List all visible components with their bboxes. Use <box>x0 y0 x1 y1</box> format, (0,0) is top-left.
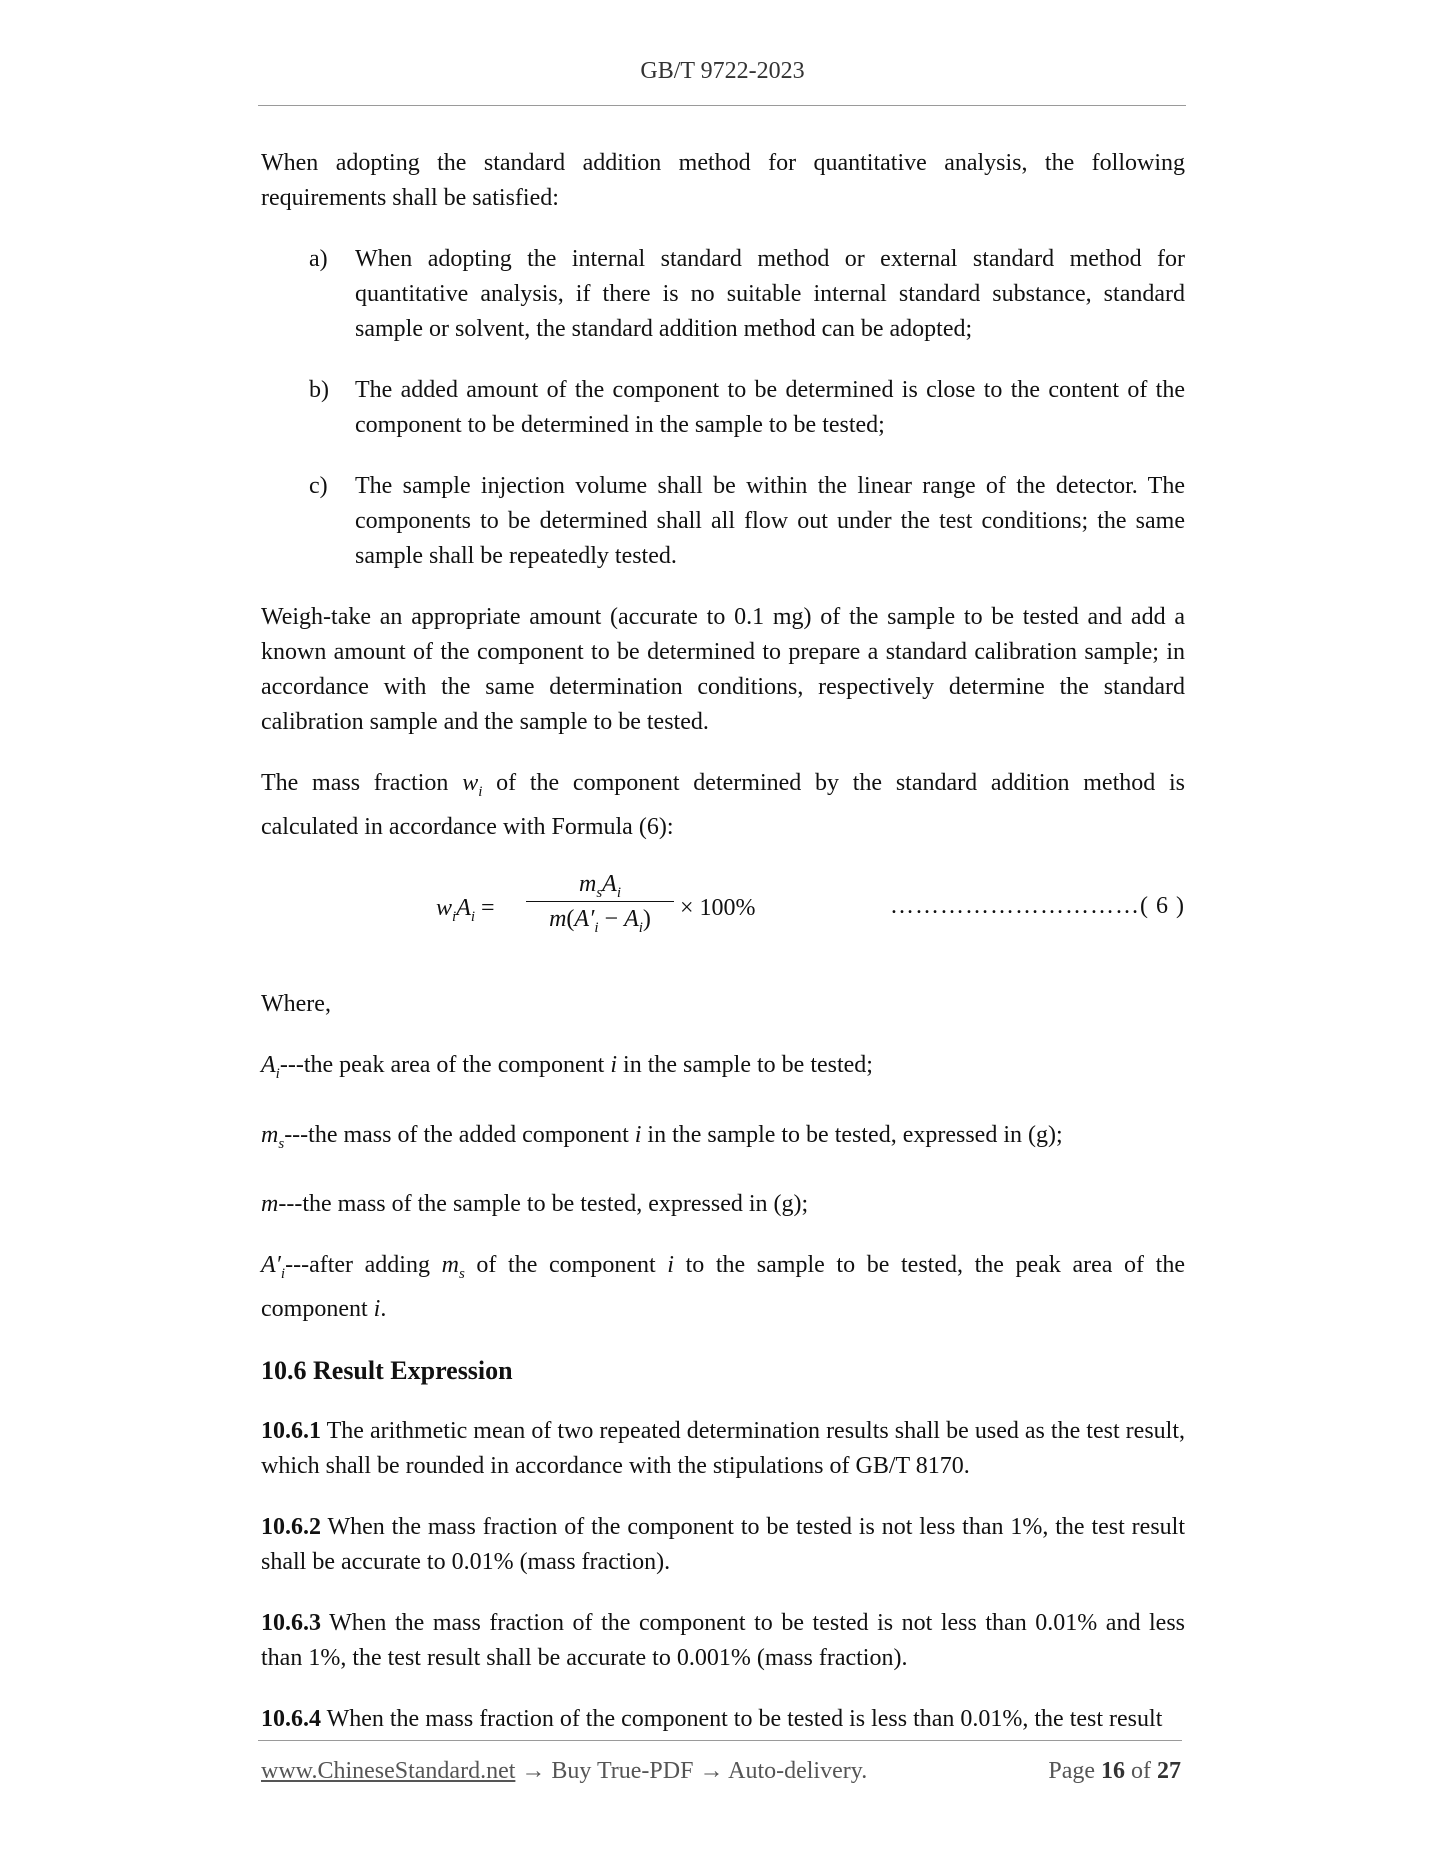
formula-lhs <box>436 895 495 926</box>
clause-number: 10.6.2 <box>261 1514 321 1541</box>
formula-intro-after: of the component determined by the standard addition method is calculated in accordance with Formula (6): <box>261 770 1186 840</box>
den-a-sub: i <box>638 919 643 936</box>
def-text: ---after adding <box>285 1252 442 1279</box>
clause-text: When the mass fraction of the component to be tested is not less than 1%, the test result shall be accurate to 0.01% (mass fraction). <box>261 1514 1185 1576</box>
intro-paragraph: When adopting the standard addition method for quantitative analysis, the following requirements shall be satisfied: <box>261 150 1185 211</box>
def-symbol: m <box>261 1121 279 1148</box>
list-text: When adopting the internal standard method or external standard method for quantitative analysis, if there is no suitable internal standard substance, standard sample or solvent, the standard addition method can be adopted; <box>355 246 1185 342</box>
page-footer <box>261 1758 1181 1785</box>
definition-ai-prime <box>261 1248 1185 1327</box>
den-a: A <box>624 905 639 932</box>
def-text: ---the peak area of the component <box>279 1051 611 1078</box>
footer-text: → Buy True-PDF → Auto-delivery. <box>515 1758 868 1784</box>
def-symbol: m <box>261 1191 279 1218</box>
header-divider <box>258 105 1186 106</box>
formula-multiplier: × 100% <box>680 894 756 921</box>
clause-10-6-1 <box>261 1414 1185 1484</box>
list-label: c) <box>309 473 328 499</box>
requirement-item-b <box>261 373 1185 443</box>
lhs-w: w <box>436 894 453 921</box>
den-close-paren: ) <box>642 905 651 932</box>
list-text: The added amount of the component to be determined is close to the content of the component to be determined in the sample to be tested; <box>355 377 1185 438</box>
def-text: ---the mass of the sample to be tested, expressed in (g); <box>278 1191 809 1218</box>
den-open-paren: ( <box>566 905 575 932</box>
def-symbol-sub: s <box>278 1135 285 1152</box>
lhs-w-sub: i <box>452 908 457 925</box>
clause-10-6-3 <box>261 1606 1185 1676</box>
definition-ai <box>261 1048 1185 1092</box>
page-header-title: GB/T 9722-2023 <box>640 58 805 84</box>
fraction-numerator <box>526 867 674 901</box>
num-m-sub: s <box>596 884 603 901</box>
page-label: Page <box>1048 1758 1095 1784</box>
fraction-denominator <box>526 902 674 936</box>
symbol-w-sub: i <box>478 783 483 800</box>
list-label: b) <box>309 377 329 403</box>
def-text-end: . <box>380 1296 387 1323</box>
def-symbol: A <box>261 1051 276 1078</box>
def-text: ---the mass of the added component <box>284 1121 635 1148</box>
page-of: of <box>1131 1758 1151 1784</box>
symbol-w: w <box>462 770 479 796</box>
def-symbol-sub: i <box>275 1065 280 1082</box>
page-total: 27 <box>1157 1758 1181 1784</box>
footer-divider <box>258 1740 1182 1741</box>
list-label: a) <box>309 246 328 272</box>
clause-text: When the mass fraction of the component to be tested is less than 0.01%, the test result <box>321 1706 1163 1733</box>
def-text-mid: of the component <box>464 1252 668 1279</box>
def-symbol-2: m <box>441 1252 459 1279</box>
requirement-item-c <box>261 469 1185 574</box>
definition-m <box>261 1187 1185 1222</box>
document-body <box>261 146 1185 1763</box>
def-symbol: A′ <box>261 1252 281 1279</box>
def-var: i <box>667 1252 674 1279</box>
lhs-a: A <box>456 894 471 921</box>
clause-text: When the mass fraction of the component to be tested is not less than 0.01% and less than 1%, the test result shall be accurate to 0.001% (mass fraction). <box>261 1610 1185 1672</box>
clause-text: The arithmetic mean of two repeated determination results shall be used as the test result, which shall be rounded in accordance with the stipulations of GB/T 8170. <box>261 1418 1185 1480</box>
def-var: i <box>610 1051 618 1078</box>
num-m: m <box>578 870 597 897</box>
def-text-after: in the sample to be tested; <box>617 1051 873 1078</box>
footer-website-link[interactable]: www.ChineseStandard.net <box>261 1758 516 1784</box>
formula-fraction <box>526 867 674 936</box>
clause-number: 10.6.1 <box>261 1418 321 1445</box>
clause-10-6-4 <box>261 1702 1185 1737</box>
clause-number: 10.6.4 <box>261 1706 321 1733</box>
equation-number <box>890 893 1185 920</box>
clause-10-6-2 <box>261 1510 1185 1580</box>
formula-intro-before: The mass fraction <box>261 770 463 796</box>
den-m: m <box>549 905 567 932</box>
def-var: i <box>634 1121 642 1148</box>
formula-intro-paragraph <box>261 766 1185 845</box>
definition-ms <box>261 1118 1185 1162</box>
procedure-paragraph: Weigh-take an appropriate amount (accurate to 0.1 mg) of the sample to be tested and add a known amount of the component to be determined to prepare a standard calibration sample; in accordance with the same determination conditions, respectively determine the standard calibration sample and the sample to be tested. <box>261 604 1185 735</box>
equation-number-label: ( 6 ) <box>1140 892 1185 919</box>
def-symbol-sub: i <box>280 1266 286 1283</box>
clause-number: 10.6.3 <box>261 1610 321 1637</box>
page-current: 16 <box>1101 1758 1125 1784</box>
formula-6 <box>261 867 1185 963</box>
num-a: A <box>602 870 617 897</box>
def-text-after: in the sample to be tested, expressed in (g); <box>641 1121 1063 1148</box>
equation-leader-dots: ………………………… <box>890 892 1141 919</box>
equals-sign: = <box>481 894 495 921</box>
where-label: Where, <box>261 990 331 1017</box>
lhs-a-sub: i <box>470 908 476 925</box>
num-a-sub: i <box>616 884 622 901</box>
section-heading: 10.6 Result Expression <box>261 1356 513 1386</box>
def-var-2: i <box>373 1296 381 1323</box>
den-a-prime-sub: i <box>594 919 599 936</box>
list-text: The sample injection volume shall be within the linear range of the detector. The components to be determined shall all flow out under the test conditions; the same sample shall be repeatedly tested. <box>355 473 1185 569</box>
requirement-item-a <box>261 242 1185 347</box>
den-a-prime: A′ <box>574 905 595 932</box>
def-text-after: to the sample to be tested, the peak area of the component <box>261 1252 1185 1323</box>
page-indicator <box>1048 1758 1181 1785</box>
den-minus: − <box>598 905 625 932</box>
def-symbol-2-sub: s <box>458 1266 465 1283</box>
